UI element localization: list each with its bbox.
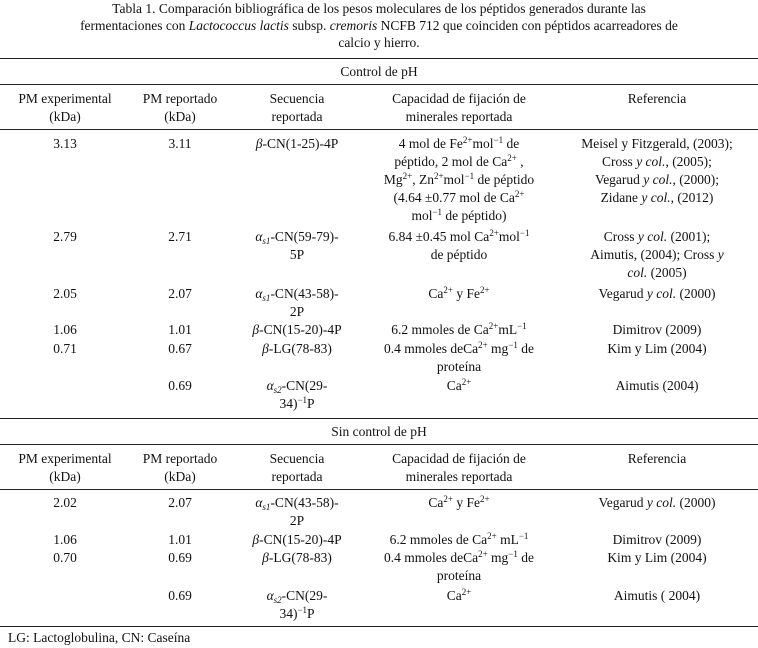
referencia: Cross y col. (2001); Aimutis, (2004); Cross y col. (2005): [590, 229, 724, 280]
secuencia: $\alpha_{s2}-CN(29-$ 34)$^{-1}$P: [266, 588, 328, 621]
table-row: [0, 228, 758, 284]
pm-experimental: 3.13: [53, 136, 77, 151]
referencia: Aimutis ( 2004): [613, 588, 701, 603]
rule-bottom: [0, 626, 758, 627]
capacidad: 6.84 ±0.45 mol $Ca^{2+}mol^{-1}$ de péptido: [388, 228, 530, 262]
header-pm-experimental: PM experimental (kDa): [18, 451, 112, 484]
pm-reportado: 2.07: [168, 286, 192, 301]
referencia: Kim y Lim (2004): [607, 341, 707, 356]
header-referencia: Referencia: [627, 451, 687, 466]
capacidad: 0.4 mmoles deCa$^{2+}$ $mg^{-1}$ de proteína: [383, 340, 535, 374]
pm-experimental: 0.70: [53, 550, 77, 565]
capacidad: $Ca^{2+}$: [446, 587, 472, 603]
secuencia: β-CN(1-25)-4P: [255, 136, 339, 151]
header-row-sin-control: [0, 450, 758, 490]
table-row: [0, 549, 758, 585]
referencia: Aimutis (2004): [615, 378, 699, 393]
pm-reportado: 0.69: [168, 588, 192, 603]
caption-line-1: Tabla 1. Comparación bibliográfica de los pesos moleculares de los péptidos generados durante las: [112, 1, 646, 16]
secuencia: $\alpha_{s2}-CN(29-$ 34)$^{-1}$P: [266, 378, 328, 411]
pm-reportado: 0.67: [168, 341, 192, 356]
pm-reportado: 0.69: [168, 378, 192, 393]
rule-section-end-control: [0, 418, 758, 419]
header-pm-experimental: PM experimental (kDa): [18, 91, 112, 124]
secuencia: β-LG(78-83): [262, 341, 332, 356]
section-title-control: Control de pH: [340, 64, 418, 79]
capacidad: 4 mol de $Fe^{2+}mol^{-1}$ de péptido, 2 mol de $Ca^{2+}$ , $Mg^{2+}$, $Zn^{2+}mol^{-1}$ de péptido (4.64 ±0.77 mol de $Ca^{2+}$ mol$^{-1}$ de péptido): [383, 135, 535, 223]
table-row: [0, 494, 758, 530]
referencia: Dimitrov (2009): [612, 322, 702, 337]
secuencia: β-LG(78-83): [262, 550, 332, 565]
capacidad: 6.2 mmoles de $Ca^{2+}$ $mL^{-1}$: [389, 531, 529, 547]
capacidad: $Ca^{2+}$ y $Fe^{2+}$: [428, 285, 490, 301]
secuencia: $\alpha_{s1}-CN(59-79)-$ 5P: [255, 229, 339, 262]
referencia: Vegarud y col. (2000): [598, 286, 716, 301]
pm-reportado: 1.01: [168, 532, 192, 547]
header-pm-reportado: PM reportado (kDa): [142, 91, 218, 124]
capacidad: $Ca^{2+}$ y $Fe^{2+}$: [428, 494, 490, 510]
secuencia: β-CN(15-20)-4P: [252, 322, 342, 337]
header-referencia: Referencia: [627, 91, 687, 106]
referencia: Meisel y Fitzgerald, (2003); Cross y col., (2005); Vegarud y col., (2000); Zidane y col., (2012): [581, 136, 733, 205]
rule-header-control: [0, 129, 758, 130]
table-row: [0, 531, 758, 549]
caption-line-3: calcio y hierro.: [338, 35, 420, 50]
pm-reportado: 1.01: [168, 322, 192, 337]
header-capacidad: Capacidad de fijación de minerales reportada: [392, 451, 526, 484]
pm-experimental: 1.06: [53, 322, 77, 337]
header-capacidad: Capacidad de fijación de minerales reportada: [392, 91, 526, 124]
section-title-sin-control: Sin control de pH: [331, 424, 427, 439]
header-secuencia: Secuencia reportada: [269, 91, 325, 124]
header-secuencia: Secuencia reportada: [269, 451, 325, 484]
table-row: [0, 340, 758, 376]
table-row: [0, 321, 758, 339]
secuencia: $\alpha_{s1}-CN(43-58)-$ 2P: [255, 495, 339, 528]
referencia: Kim y Lim (2004): [607, 550, 707, 565]
table-row: [0, 285, 758, 321]
rule-section-sin-control: [0, 444, 758, 445]
table-caption: [0, 0, 758, 51]
pm-experimental: 2.79: [53, 229, 77, 244]
header-pm-reportado: PM reportado (kDa): [142, 451, 218, 484]
secuencia: $\alpha_{s1}-CN(43-58)-$ 2P: [255, 286, 339, 319]
pm-experimental: 2.05: [53, 286, 77, 301]
pm-reportado: 2.71: [168, 229, 192, 244]
pm-reportado: 0.69: [168, 550, 192, 565]
rule-top: [0, 58, 758, 59]
table-row: [0, 587, 758, 623]
pm-reportado: 2.07: [168, 495, 192, 510]
rule-header-sin-control: [0, 489, 758, 490]
pm-experimental: 2.02: [53, 495, 77, 510]
table-footnote: LG: Lactoglobulina, CN: Caseína: [8, 630, 191, 645]
table-row: [0, 377, 758, 413]
capacidad: 0.4 mmoles deCa$^{2+}$ $mg^{-1}$ de proteína: [383, 549, 535, 583]
table-row: [0, 135, 758, 227]
capacidad: 6.2 mmoles de $Ca^{2+}mL^{-1}$: [391, 321, 527, 337]
header-row-control: [0, 90, 758, 130]
pm-experimental: 0.71: [53, 341, 77, 356]
caption-line-2: fermentaciones con Lactococcus lactis subsp. cremoris NCFB 712 que coinciden con péptidos acarreadores de: [80, 18, 678, 33]
secuencia: β-CN(15-20)-4P: [252, 532, 342, 547]
capacidad: $Ca^{2+}$: [446, 377, 472, 393]
referencia: Vegarud y col. (2000): [598, 495, 716, 510]
pm-reportado: 3.11: [168, 136, 192, 151]
rule-section-control: [0, 84, 758, 85]
pm-experimental: 1.06: [53, 532, 77, 547]
referencia: Dimitrov (2009): [612, 532, 702, 547]
